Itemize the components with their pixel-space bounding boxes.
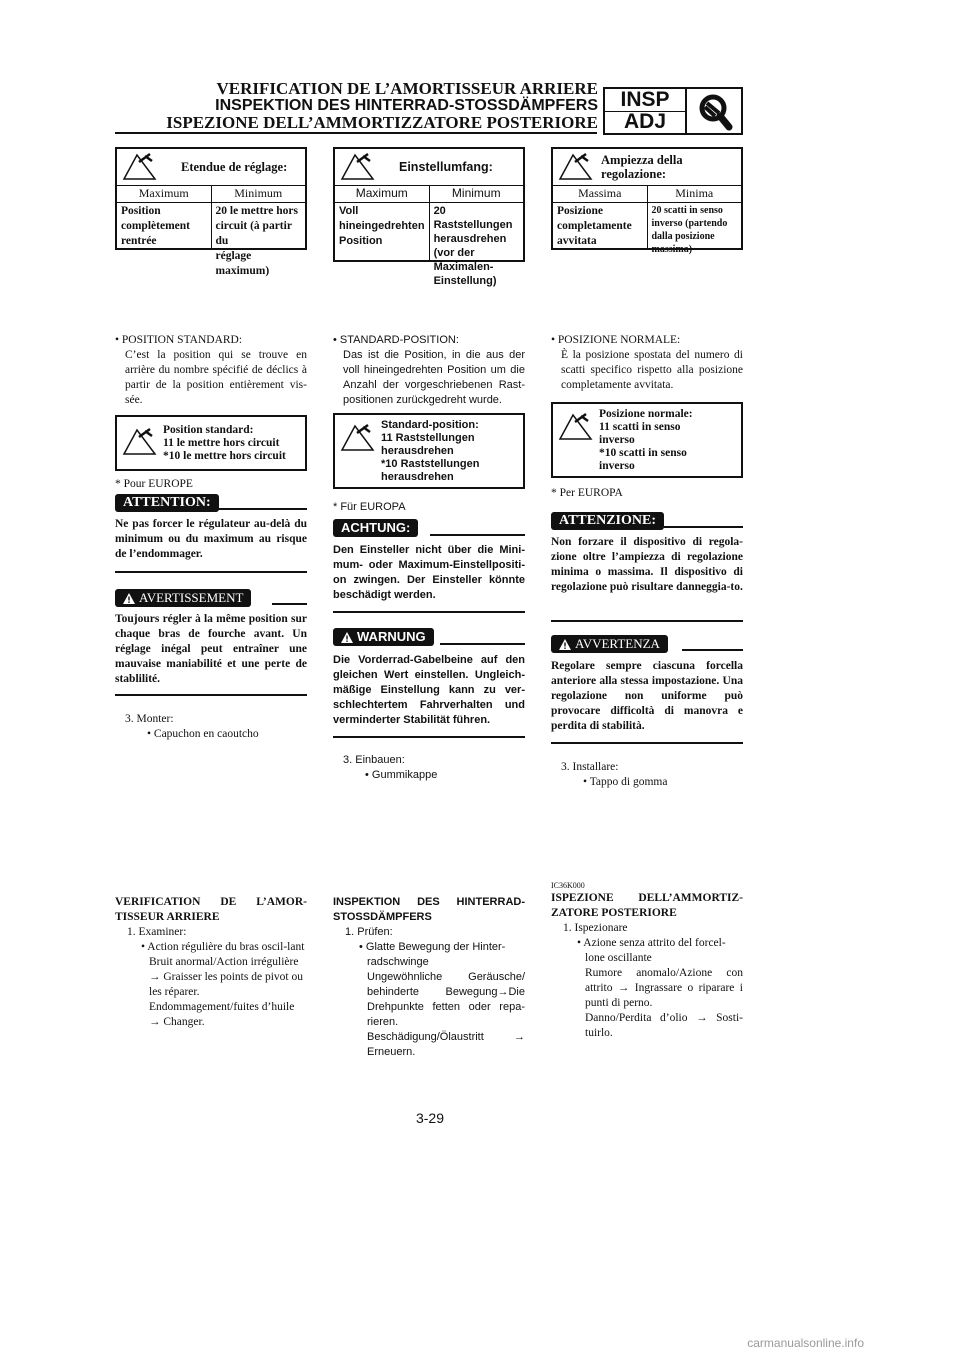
badge-adj: ADJ [623,110,666,133]
std-box-label-fr: Position standard: 11 le mettre hors circuit *10 le mettre hors circuit [163,424,286,462]
spec-box-de [333,147,525,287]
section-de: INSPEKTION DES HINTERRAD-STOSSDÄMPFERS 1. Prüfen: • Glatte Bewegung der Hinter-radschwinge Ungewöhnliche Geräusche/ behinderte Bewegung→Die Drehpunkte fetten oder repa-rieren. Beschädigung/Ölaustritt → Erneuern. [333,896,525,1058]
title-fr: VERIFICATION DE L’AMORTISSEUR ARRIERE [216,79,598,98]
europe-note-fr: * Pour EUROPE [115,478,193,490]
std-box-label-de: Standard-position: 11 Raststellungen herausdrehen *10 Raststellungen herausdrehen [381,419,480,483]
caution-label-de: ACHTUNG: [333,519,418,537]
warning-label-it: AVVERTENZA [575,636,660,651]
insp-adj-badge [603,87,743,135]
section-title-fr: VERIFICATION DE L’AMOR-TISSEUR ARRIERE [115,896,307,923]
caution-text-de: Den Einsteller nicht über die Mini-mum- oder Maximum-Einstellpositi-on zwingen. Der Einsteller könnte beschädigt werden. [333,544,525,601]
badge-insp: INSP [605,89,685,112]
title-it: ISPEZIONE DELL’AMMORTIZZATORE POSTERIORE [166,113,598,132]
section-title-it: ISPEZIONE DELL’AMMORTIZ-ZATORE POSTERIORE [551,892,743,919]
std-position-fr: • POSITION STANDARD: C’est la position qui se trouve en arrière du nombre spécifié de déclics à partir de la position entièrement vis-sée. [115,334,307,406]
title-de: INSPEKTION DES HINTERRAD-STOSSDÄMPFERS [215,97,598,114]
wrench-magnifier-icon [693,91,739,131]
caution-header-de [333,519,418,537]
spec-val-max-it: Posizione completamente avvitata [553,202,648,248]
install-step-de: 3. Einbauen: • Gummikappe [343,754,438,781]
caution-text-it: Non forzare il dispositivo di regola-zione oltre l’ampiezza di regolazione minima o massima. Il dispositivo di regolazione può risultare danneggia-to. [551,536,743,593]
spec-label-fr: Etendue de réglage: [181,160,288,174]
wrench-icon [339,152,379,182]
caution-header-it [551,512,664,530]
std-box-de [333,413,525,489]
warning-label-de: WARNUNG [357,629,426,644]
europe-note-it: * Per EUROPA [551,487,623,499]
warning-text-fr: Toujours régler à la même position sur chaque bras de fourche avant. Un réglage inégal peut entraîner une mauvaise maniabilité et une perte de stablilité. [115,613,307,685]
caution-label-fr: ATTENTION: [115,494,219,512]
spec-val-min-fr: 20 le mettre hors circuit (à partir du réglage maximum) [215,205,298,277]
wrench-icon [557,152,597,182]
warning-triangle-icon [559,639,571,650]
section-fr: VERIFICATION DE L’AMOR-TISSEUR ARRIERE 1. Examiner: • Action régulière du bras oscil-lant Bruit anormal/Action irrégulière → Graisser les points de pivot ou les réparer. Endommagement/fuites d’huile → Changer. [115,896,307,1028]
spec-val-max-de: Voll hineingedrehten Position [335,202,430,260]
warning-label-fr: AVERTISSEMENT [139,590,244,605]
spec-col-min-fr: Minimum [234,186,283,200]
warning-triangle-icon [123,593,135,604]
wrench-icon [121,427,161,457]
std-box-it [551,402,743,478]
warning-header-it [551,635,668,653]
std-box-fr [115,415,307,471]
spec-col-max-de: Maximum [335,185,430,202]
caution-label-it: ATTENZIONE: [551,512,664,530]
watermark: carmanualsonline.info [747,1336,864,1350]
spec-label-it: Ampiezza della regolazione: [601,153,683,181]
spec-col-min-de: Minimum [451,186,501,200]
section-title-de: INSPEKTION DES HINTERRAD-STOSSDÄMPFERS [333,896,525,923]
europe-note-de: * Für EUROPA [333,501,406,513]
warning-text-it: Regolare sempre ciascuna forcella anteriore alla stessa impostazione. Una regolazione non uniforme può provocare difficoltà di manovra e perdita di stabilità. [551,660,743,732]
page-number: 3-29 [415,1110,445,1126]
install-step-fr: 3. Monter: • Capuchon en caoutcho [125,713,259,740]
spec-box-it [551,147,743,255]
warning-header-de [333,628,434,646]
std-position-it: • POSIZIONE NORMALE: È la posizione spostata del numero di scatti specifico rispetto alla posizione completamente avvitata. [551,334,743,391]
spec-col-max-it: Massima [553,185,648,202]
spec-col-max-fr: Maximum [117,185,212,202]
spec-box-fr [115,147,307,277]
install-step-it: 3. Installare: • Tappo di gomma [561,761,668,788]
wrench-icon [339,423,379,453]
title-rule [115,132,597,134]
warning-text-de: Die Vorderrad-Gabelbeine auf den gleichen Wert einstellen. Ungleich-mäßige Einstellung kann zu ver-schlechtertem Fahrverhalten und verminderter Stabilität führen. [333,654,525,726]
page-titles [166,80,598,132]
doc-code-it: IC36K000 [551,881,585,890]
spec-label-de: Einstellumfang: [399,160,493,174]
section-it: ISPEZIONE DELL’AMMORTIZ-ZATORE POSTERIORE 1. Ispezionare • Azione senza attrito del forcel-lone oscillante Rumore anomalo/Azione con attrito → Ingrassare o riparare i punti di perno. Danno/Perdita d’olio → Sosti-tuirlo. [551,892,743,1039]
wrench-icon [121,152,161,182]
warning-header-fr [115,589,251,607]
std-position-de: • STANDARD-POSITION: Das ist die Position, in die aus der voll hineingedrehten Position um die Anzahl der vorgeschriebenen Rast-positionen zurückgedreht wurde. [333,334,525,406]
caution-text-fr: Ne pas forcer le régulateur au-delà du minimum ou du maximum au risque de l’endommager. [115,518,307,560]
spec-val-min-de: 20 Raststellungen herausdrehen (vor der Maximalen- Einstellung) [433,205,513,287]
spec-col-min-it: Minima [675,186,714,200]
spec-val-max-fr: Position complètement rentrée [117,202,212,248]
warning-triangle-icon [341,632,353,643]
wrench-icon [557,412,597,442]
spec-val-min-it: 20 scatti in senso inverso (partendo dalla posizione massima) [651,205,728,255]
std-box-label-it: Posizione normale: 11 scatti in senso inverso *10 scatti in senso inverso [599,408,693,472]
